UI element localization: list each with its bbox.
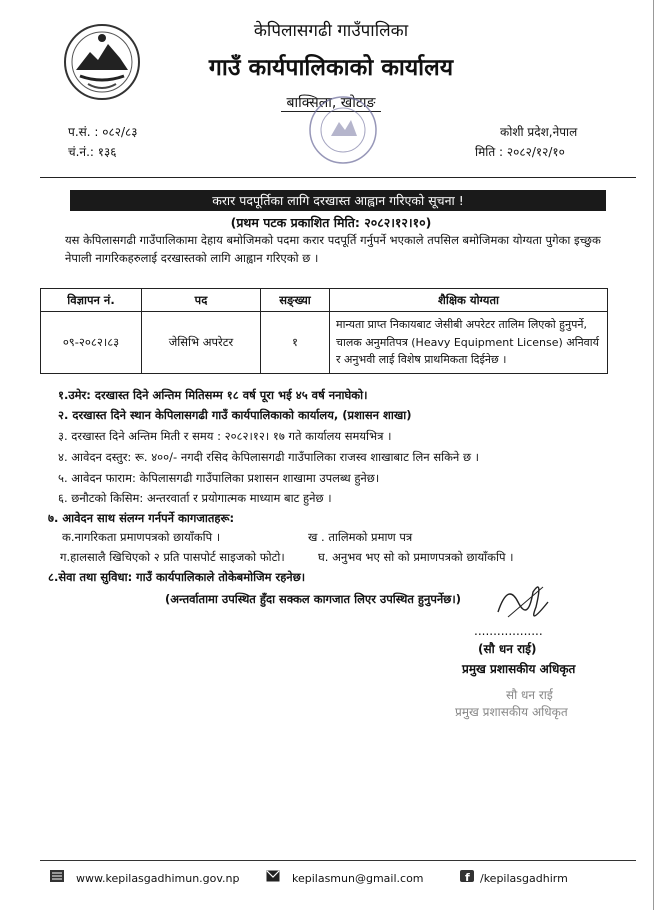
publication-date: (प्रथम पटक प्रकाशित मिति: २०८२।१२।१०)	[230, 215, 432, 230]
reference-number: प.सं. : ०८२/८३	[68, 125, 138, 139]
cell-ad-no: ०९-२०८२।८३	[41, 312, 142, 374]
office-stamp-icon	[295, 88, 385, 166]
signatory-designation: प्रमुख प्रशासकीय अधिकृत	[462, 662, 576, 676]
email-link[interactable]: kepilasmun@gmail.com	[292, 872, 424, 885]
doc-citizenship: क.नागरिकता प्रमाणपत्रको छायाँकपि ।	[62, 530, 221, 544]
item-benefits: ८.सेवा तथा सुविधा: गाउँ कार्यपालिकाले तोकेबमोजिम रहनेछ।	[48, 570, 306, 584]
table-header-row	[41, 289, 608, 312]
doc-photo: ग.हालसालै खिचिएको २ प्रति पासपोर्ट साइजको फोटो।	[60, 550, 285, 564]
item-form: ५. आवेदन फाराम: केपिलासगढी गाउँपालिका प्रशासन शाखामा उपलब्ध हुनेछ।	[58, 471, 380, 485]
cell-qualification: मान्यता प्राप्त निकायबाट जेसीबी अपरेटर तालिम लिएको हुनुपर्ने, चालक अनुमतिपत्र (Heavy Equipment License) अनिवार्य र अनुभवी लाई विशेष प्राथमिकता दिईनेछ ।	[330, 312, 608, 374]
table-row	[41, 312, 608, 374]
notice-intro: यस केपिलासगढी गाउँपालिकामा देहाय बमोजिमको पदमा करार पदपूर्ति गर्नुपर्ने भएकाले तपसिल बमोजिमका योग्यता पुगेका इच्छुक नेपाली नागरिकहरुलाई दरखास्तको लागि आह्वान गरिएको छ ।	[65, 233, 601, 265]
item-apply-place: २. दरखास्त दिने स्थान केपिलासगढी गाउँ कार्यपालिकाको कार्यालय, (प्रशासन शाखा)	[58, 408, 412, 422]
facebook-icon	[460, 870, 474, 882]
col-count: सङ्ख्या	[261, 289, 330, 312]
col-ad-no: विज्ञापन नं.	[41, 289, 142, 312]
dispatch-number: चं.नं.: १३६	[68, 145, 117, 159]
notice-title: करार पदपूर्तिका लागि दरखास्त आह्वान गरिएको सूचना !	[70, 190, 606, 211]
header-divider	[40, 177, 636, 178]
province-name: कोशी प्रदेश,नेपाल	[500, 125, 578, 139]
interview-note: (अन्तर्वातामा उपस्थित हुँदा सक्कल कागजात लिएर उपस्थित हुनुपर्नेछ।)	[165, 592, 461, 606]
globe-icon	[50, 870, 64, 882]
item-documents: ७. आवेदन साथ संलग्न गर्नपर्ने कागजातहरू:	[48, 511, 235, 525]
stamp-designation: प्रमुख प्रशासकीय अधिकृत	[455, 705, 568, 719]
vacancy-table	[40, 288, 608, 374]
cell-post: जेसिभि अपरेटर	[142, 312, 261, 374]
doc-training: ख . तालिमको प्रमाण पत्र	[308, 530, 413, 544]
office-name: गाउँ कार्यपालिकाको कार्यालय	[208, 55, 454, 81]
col-qualification: शैक्षिक योग्यता	[330, 289, 608, 312]
doc-experience: घ. अनुभव भए सो को प्रमाणपत्रको छायाँकपि ।	[318, 550, 514, 564]
signature-icon	[488, 572, 558, 632]
municipality-name: केपिलासगढी गाउँपालिका	[253, 21, 409, 41]
col-post: पद	[142, 289, 261, 312]
item-deadline: ३. दरखास्त दिने अन्तिम मिती र समय : २०८२।१२। १७ गते कार्यालय समयभित्र ।	[58, 429, 392, 443]
cell-count: १	[261, 312, 330, 374]
svg-text:f: f	[465, 871, 470, 882]
facebook-link[interactable]: /kepilasgadhirm	[480, 872, 568, 885]
stamp-name: सौ धन राई	[506, 688, 553, 702]
item-fee: ४. आवेदन दस्तुर: रू. ४००/- नगदी रसिद केपिलासगढी गाउँपालिका राजस्व शाखाबाट लिन सकिने छ ।	[58, 450, 480, 464]
notice-date: मिति : २०८२/१२/१०	[475, 145, 565, 159]
footer-divider	[40, 860, 636, 861]
signatory-name: (सौ धन राई)	[478, 642, 537, 656]
signature-line: ..................	[474, 624, 543, 638]
email-icon	[266, 870, 280, 882]
office-location: बाक्सिला, खोटाङ	[0, 93, 662, 112]
item-selection: ६. छनौटको किसिम: अन्तरवार्ता र प्रयोगात्मक माध्याम बाट हुनेछ ।	[58, 491, 332, 505]
website-link[interactable]: www.kepilasgadhimun.gov.np	[76, 872, 240, 885]
item-age: १.उमेर: दरखास्त दिने अन्तिम मितिसम्म १८ वर्ष पूरा भई ४५ वर्ष ननाघेको।	[58, 388, 368, 402]
